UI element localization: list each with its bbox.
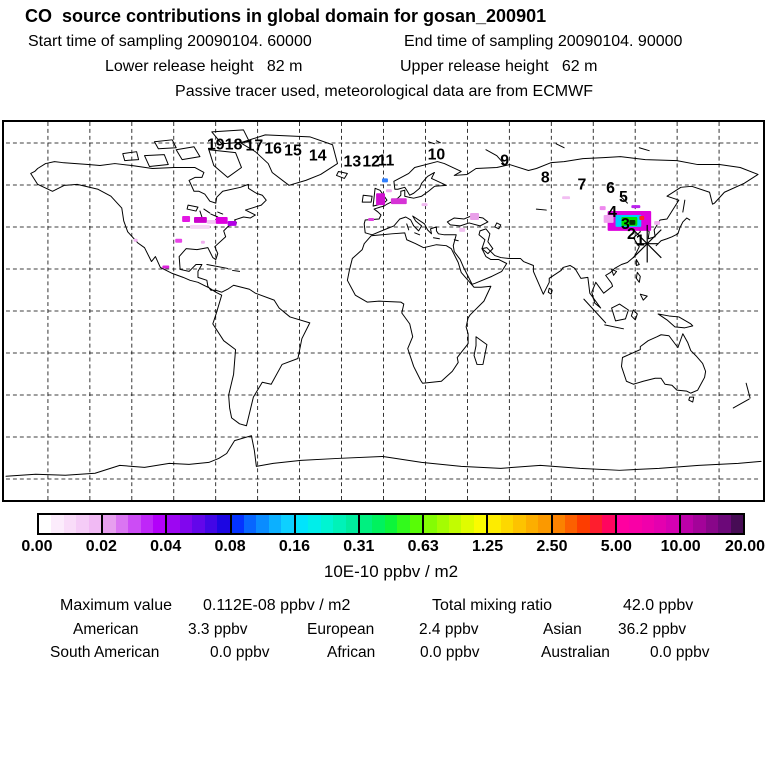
colorbar-cell xyxy=(590,515,602,533)
colorbar-cell xyxy=(360,515,372,533)
emission-hotspot xyxy=(194,217,207,223)
colorbar-tick-label: 0.04 xyxy=(150,538,182,555)
colorbar-cell xyxy=(128,515,140,533)
emission-hotspot xyxy=(654,221,660,225)
colorbar-cell xyxy=(232,515,244,533)
colorbar-cell xyxy=(410,515,422,533)
colorbar-cell xyxy=(553,515,565,533)
stat-asian-label: Asian xyxy=(543,621,582,638)
trajectory-hour-label: 19 xyxy=(206,136,225,154)
colorbar-cell xyxy=(205,515,217,533)
emission-hotspot xyxy=(162,265,169,268)
colorbar-cell xyxy=(296,515,308,533)
colorbar-tick-label: 0.00 xyxy=(21,538,53,555)
colorbar-cell xyxy=(180,515,192,533)
emission-hotspot xyxy=(470,213,479,220)
colorbar-tick-label: 1.25 xyxy=(471,538,504,555)
colorbar-cell xyxy=(103,515,115,533)
trajectory-hour-label: 17 xyxy=(245,137,264,155)
colorbar-cell xyxy=(39,515,51,533)
emission-hotspot xyxy=(376,193,385,205)
colorbar-segment xyxy=(230,515,294,533)
colorbar-cell xyxy=(731,515,743,533)
colorbar-cell xyxy=(718,515,730,533)
colorbar-segment xyxy=(422,515,486,533)
stat-european-label: European xyxy=(307,621,375,638)
trajectory-hour-label: 8 xyxy=(540,169,550,187)
stat-african-label: African xyxy=(327,644,376,661)
trajectory-hour-label: 7 xyxy=(577,176,587,194)
colorbar-tick-label: 0.08 xyxy=(214,538,246,555)
colorbar-cell xyxy=(666,515,678,533)
colorbar-cell xyxy=(602,515,614,533)
trajectory-hour-label: 2 xyxy=(626,225,636,243)
lower-release-height-text: Lower release height 82 m xyxy=(105,58,303,75)
emission-hotspot xyxy=(216,217,228,224)
trajectory-hour-label: 5 xyxy=(619,189,628,207)
colorbar-cell xyxy=(526,515,538,533)
emission-hotspot xyxy=(631,205,640,208)
colorbar-cell xyxy=(64,515,76,533)
colorbar-cell xyxy=(89,515,101,533)
stat-total-label: Total mixing ratio xyxy=(432,597,553,614)
trajectory-hour-label: 4 xyxy=(608,203,617,221)
trajectory-hour-label: 12 xyxy=(362,153,380,171)
colorbar-segment xyxy=(165,515,229,533)
trajectory-hour-label: 1 xyxy=(635,232,645,250)
trajectory-hour-label: 18 xyxy=(224,136,243,154)
colorbar-cell xyxy=(538,515,550,533)
colorbar-cell xyxy=(642,515,654,533)
colorbar-cell xyxy=(681,515,693,533)
colorbar-tick-labels xyxy=(21,538,766,558)
colorbar-cell xyxy=(449,515,461,533)
colorbar-cell xyxy=(385,515,397,533)
colorbar-cell xyxy=(192,515,204,533)
emission-hotspot xyxy=(386,189,392,192)
trajectory-hour-label: 14 xyxy=(308,147,327,165)
colorbar-tick-label: 0.16 xyxy=(278,538,311,555)
emission-hotspot xyxy=(600,206,606,210)
trajectory-hour-label: 3 xyxy=(621,215,630,233)
trajectory-hour-label: 10 xyxy=(427,146,446,164)
colorbar-cell xyxy=(346,515,358,533)
colorbar-cell xyxy=(51,515,63,533)
colorbar-cell xyxy=(565,515,577,533)
colorbar-cell xyxy=(617,515,629,533)
emission-hotspot xyxy=(368,218,374,221)
colorbar xyxy=(37,513,745,535)
colorbar-cell xyxy=(461,515,473,533)
trajectory-hour-label: 6 xyxy=(606,180,616,198)
colorbar-tick-label: 0.02 xyxy=(85,538,117,555)
trajectory-hour-label: 13 xyxy=(343,153,362,171)
colorbar-cell xyxy=(256,515,268,533)
stat-american-label: American xyxy=(73,621,139,638)
stat-maximum-value: 0.112E-08 ppbv / m2 xyxy=(203,597,351,614)
colorbar-segment xyxy=(101,515,165,533)
stat-south-american-value: 0.0 ppbv xyxy=(210,644,270,661)
emission-hotspot xyxy=(391,198,407,204)
colorbar-segment xyxy=(615,515,679,533)
colorbar-cell xyxy=(116,515,128,533)
colorbar-segment xyxy=(294,515,358,533)
trajectory-hour-label: 15 xyxy=(284,142,302,160)
colorbar-tick-label: 0.31 xyxy=(343,538,375,555)
stat-african-value: 0.0 ppbv xyxy=(420,644,480,661)
colorbar-unit-label: 10E-10 ppbv / m2 xyxy=(323,562,459,581)
emission-hotspot xyxy=(459,228,465,232)
emission-hotspot xyxy=(175,239,182,243)
colorbar-cell xyxy=(629,515,641,533)
colorbar-cell xyxy=(437,515,449,533)
emission-hotspot xyxy=(562,196,570,199)
colorbar-cell xyxy=(372,515,384,533)
colorbar-cell xyxy=(397,515,409,533)
emission-hotspot xyxy=(190,225,210,229)
emission-hotspot xyxy=(201,241,205,244)
stat-total-value: 42.0 ppbv xyxy=(623,597,694,614)
colorbar-segment xyxy=(39,515,101,533)
colorbar-cell xyxy=(281,515,293,533)
colorbar-cell xyxy=(308,515,320,533)
colorbar-tick-label: 20.00 xyxy=(724,538,766,555)
stat-australian-label: Australian xyxy=(541,644,610,661)
colorbar-cell xyxy=(76,515,88,533)
page-title: CO source contributions in global domain for gosan_200901 xyxy=(25,6,547,26)
stat-maximum-label: Maximum value xyxy=(60,597,173,614)
colorbar-cell xyxy=(693,515,705,533)
emission-hotspot xyxy=(639,216,644,220)
stat-australian-value: 0.0 ppbv xyxy=(650,644,710,661)
colorbar-cell xyxy=(153,515,165,533)
colorbar-cell xyxy=(321,515,333,533)
map-svg xyxy=(4,122,763,500)
stat-south-american-label: South American xyxy=(50,644,160,661)
trajectory-hour-label: 11 xyxy=(377,152,395,170)
colorbar-segment xyxy=(551,515,615,533)
trajectory-hour-label: 16 xyxy=(264,140,282,158)
colorbar-cell xyxy=(167,515,179,533)
colorbar-cell xyxy=(424,515,436,533)
colorbar-cell xyxy=(513,515,525,533)
colorbar-tick-label: 10.00 xyxy=(660,538,701,555)
sampling-end-text: End time of sampling 20090104. 90000 xyxy=(404,33,683,50)
emission-hotspot xyxy=(228,221,237,226)
colorbar-tick-label: 2.50 xyxy=(536,538,568,555)
emission-hotspot xyxy=(629,220,635,225)
colorbar-cell xyxy=(333,515,345,533)
emission-hotspot xyxy=(207,220,217,224)
colorbar-segment xyxy=(358,515,422,533)
colorbar-cell xyxy=(706,515,718,533)
tracer-info-text: Passive tracer used, meteorological data are from ECMWF xyxy=(175,83,593,100)
colorbar-cell xyxy=(488,515,500,533)
world-map xyxy=(2,120,765,502)
colorbar-cell xyxy=(217,515,229,533)
emission-hotspot xyxy=(422,203,428,206)
colorbar-cell xyxy=(654,515,666,533)
colorbar-cell xyxy=(269,515,281,533)
colorbar-cell xyxy=(501,515,513,533)
stat-asian-value: 36.2 ppbv xyxy=(618,621,687,638)
colorbar-segment xyxy=(486,515,550,533)
stat-european-value: 2.4 ppbv xyxy=(419,621,479,638)
colorbar-cell xyxy=(141,515,153,533)
colorbar-cell xyxy=(244,515,256,533)
colorbar-tick-label: 5.00 xyxy=(600,538,632,555)
colorbar-segment xyxy=(679,515,743,533)
colorbar-cell xyxy=(577,515,589,533)
upper-release-height-text: Upper release height 62 m xyxy=(400,58,598,75)
emission-hotspot xyxy=(134,239,138,242)
sampling-start-text: Start time of sampling 20090104. 60000 xyxy=(28,33,312,50)
colorbar-cell xyxy=(474,515,486,533)
emission-hotspot xyxy=(182,216,190,222)
trajectory-hour-label: 9 xyxy=(500,152,510,170)
emission-hotspot xyxy=(382,178,388,182)
stat-american-value: 3.3 ppbv xyxy=(188,621,248,638)
colorbar-tick-label: 0.63 xyxy=(407,538,439,555)
